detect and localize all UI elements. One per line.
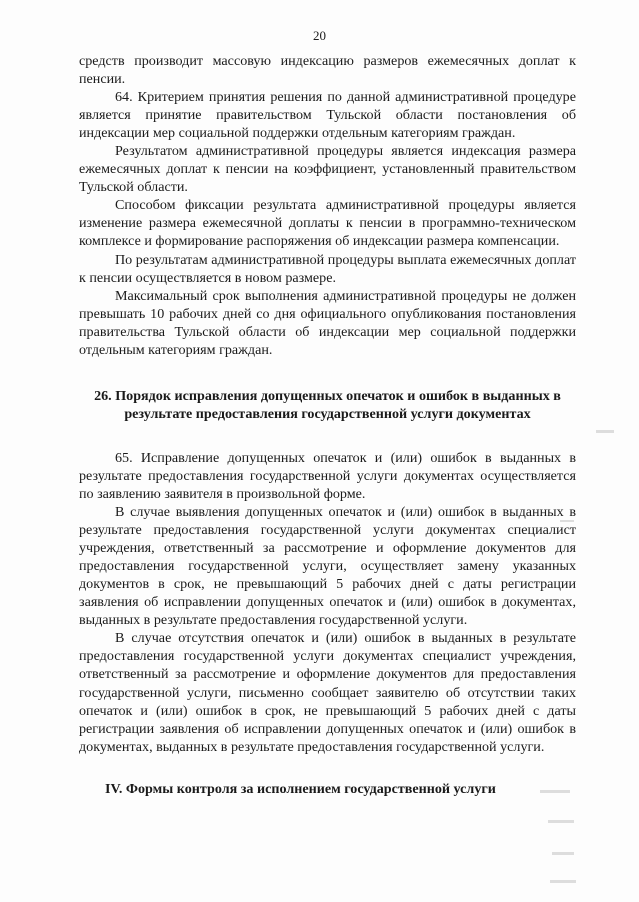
paragraph: В случае отсутствия опечаток и (или) ошибок в выданных в результате предоставления государственной услуги документах специалист учреждения, ответственный за рассмотрение и оформление документов для предоставления государственной услуги, письменно сообщает заявителю об отсутствии таких опечаток и (или) ошибок в срок, не превышающий 5 рабочих дней с даты регистрации заявления об исправлении допущенных опечаток и (или) ошибок в документах, выданных в результате предоставления государственной услуги. <box>79 630 576 755</box>
page-number: 20 <box>313 28 326 43</box>
paragraph: По результатам административной процедуры выплата ежемесячных доплат к пенсии осуществляется в новом размере. <box>79 251 576 286</box>
scan-artifact <box>548 820 574 823</box>
scan-artifact <box>596 430 614 433</box>
paragraph: Результатом административной процедуры является индексация размера ежемесячных доплат к пенсии на коэффициент, установленный правительством Тульской области. <box>79 143 576 196</box>
document-body <box>79 52 576 798</box>
paragraph: В случае выявления допущенных опечаток и (или) ошибок в выданных в результате предоставления государственной услуги документах специалист учреждения, ответственный за рассмотрение и оформление документов для предоставления государственной услуги, осуществляет замену указанных документов в срок, не превышающий 5 рабочих дней с даты регистрации заявления об исправлении допущенных опечаток и (или) ошибок в документах, выданных в результате предоставления государственной услуги. <box>79 504 576 629</box>
paragraph: Максимальный срок выполнения административной процедуры не должен превышать 10 рабочих дней со дня официального опубликования постановления правительства Тульской области об индексации мер социальной поддержки отдельным категориям граждан. <box>79 287 576 358</box>
scan-artifact <box>560 520 574 522</box>
paragraph: средств производит массовую индексацию размеров ежемесячных доплат к пенсии. <box>79 53 576 88</box>
paragraph: Способом фиксации результата административной процедуры является изменение размера ежемесячной доплаты к пенсии в программно-техническом комплексе и формирование распоряжения об индексации размера компенсации. <box>79 197 576 250</box>
section-heading: IV. Формы контроля за исполнением государственной услуги <box>105 780 496 797</box>
scan-artifact <box>550 880 576 883</box>
paragraph: 64. Критерием принятия решения по данной административной процедуре является принятие правительством Тульской области постановления об индексации мер социальной поддержки отдельным категориям граждан. <box>79 89 576 142</box>
paragraph: 65. Исправление допущенных опечаток и (или) ошибок в выданных в результате предоставления государственной услуги документах осуществляется по заявлению заявителя в произвольной форме. <box>79 449 576 502</box>
scan-artifact <box>540 790 570 793</box>
section-heading: 26. Порядок исправления допущенных опечаток и ошибок в выданных в результате предоставления государственной услуги документах <box>94 387 561 422</box>
scan-artifact <box>552 852 574 855</box>
